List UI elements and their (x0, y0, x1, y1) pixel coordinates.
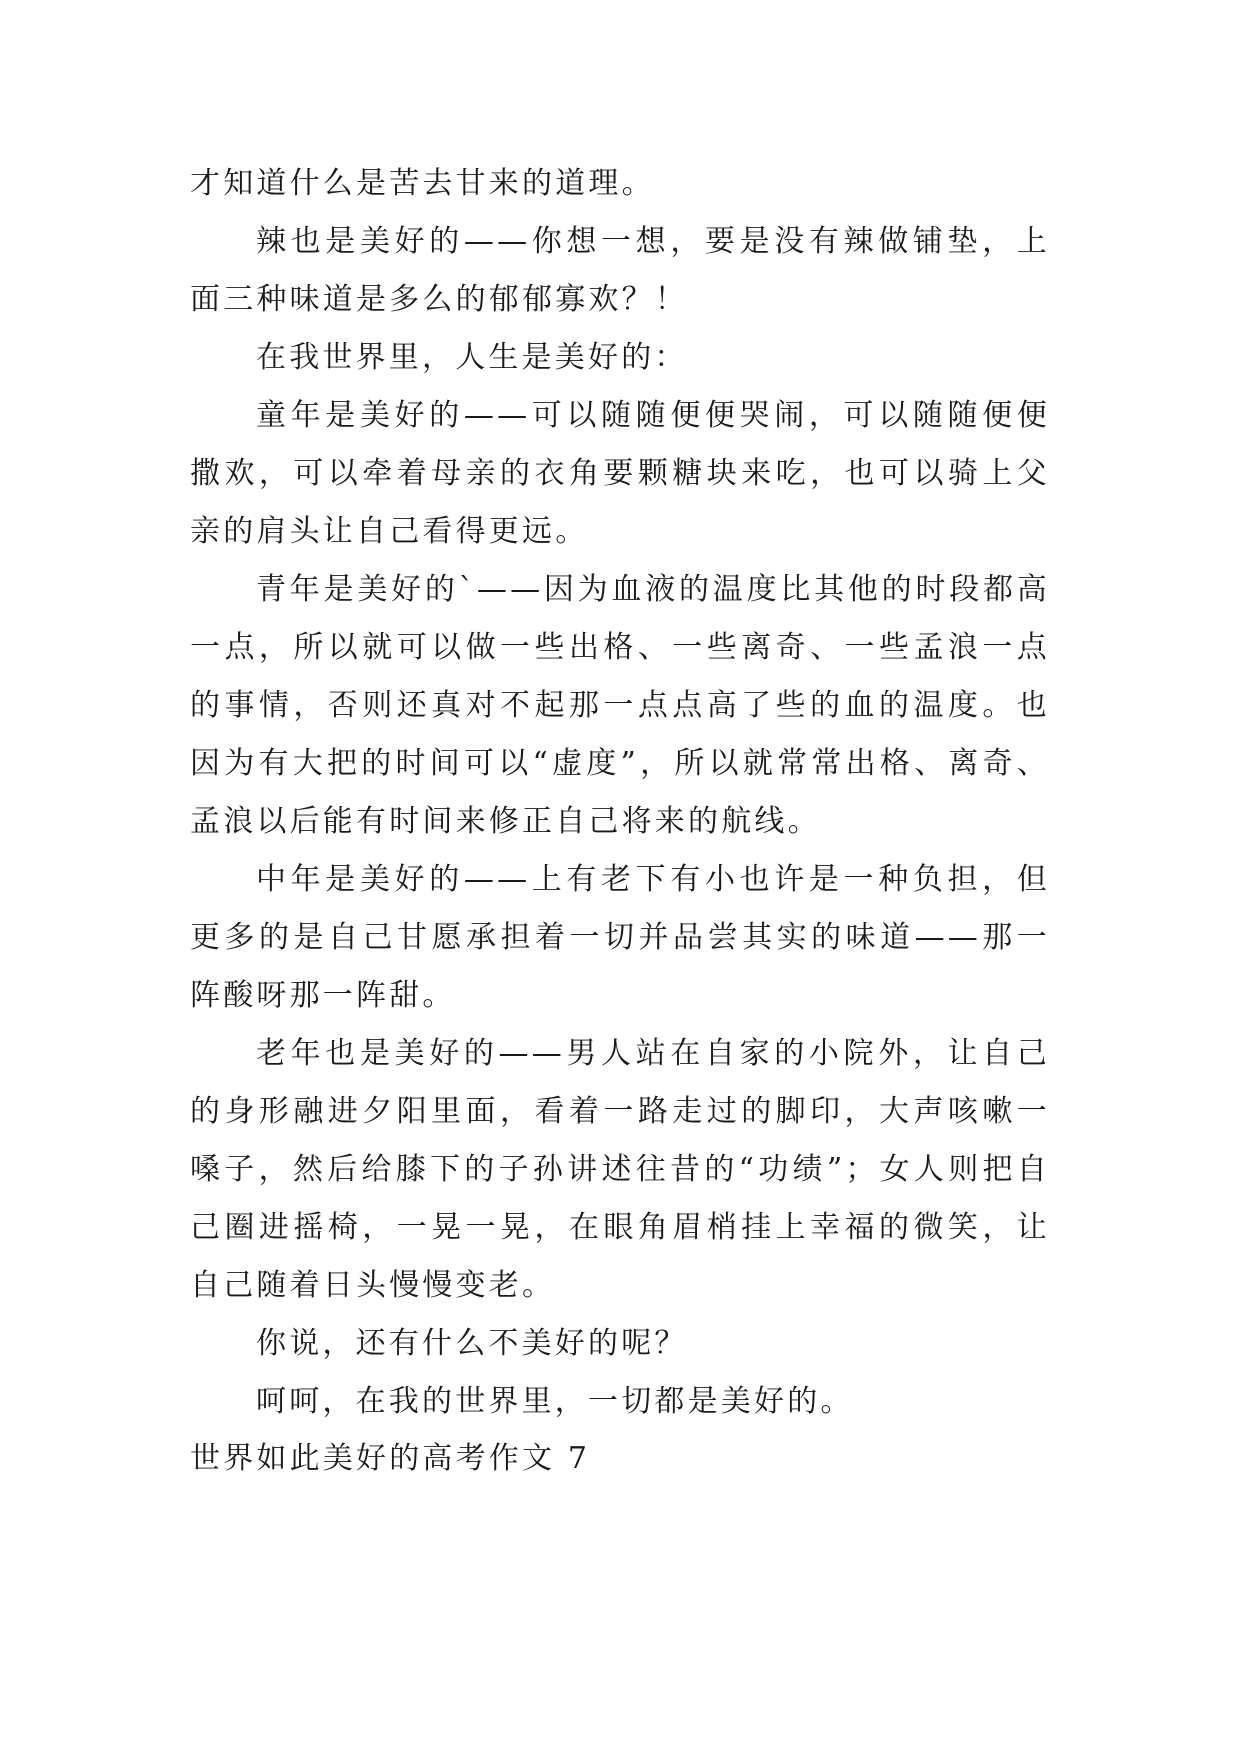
paragraph-7: 老年也是美好的——男人站在自家的小院外，让自己的身形融进夕阳里面，看着一路走过的脚印，大声咳嗽一嗓子，然后给膝下的子孙讲述往昔的“功绩”；女人则把自己圈进摇椅，一晃一晃，在眼角眉梢挂上幸福的微笑，让自己随着日头慢慢变老。 (190, 1036, 1050, 1303)
paragraph-9: 呵呵，在我的世界里，一切都是美好的。 (256, 1384, 854, 1419)
paragraph-5: 青年是美好的`——因为血液的温度比其他的时段都高一点，所以就可以做一些出格、一些离奇、一些孟浪一点的事情，否则还真对不起那一点点高了些的血的温度。也因为有大把的时间可以“虚度”，所以就常常出格、离奇、孟浪以后能有时间来修正自己将来的航线。 (190, 572, 1050, 839)
paragraph-4: 童年是美好的——可以随随便便哭闹，可以随随便便撒欢，可以牵着母亲的衣角要颗糖块来吃，也可以骑上父亲的肩头让自己看得更远。 (190, 398, 1050, 549)
section-title: 世界如此美好的高考作文 7 (190, 1441, 591, 1476)
paragraph-6: 中年是美好的——上有老下有小也许是一种负担，但更多的是自己甘愿承担着一切并品尝其实的味道——那一阵酸呀那一阵甜。 (190, 862, 1050, 1013)
paragraph-8: 你说，还有什么不美好的呢？ (256, 1326, 688, 1361)
paragraph-2: 辣也是美好的——你想一想，要是没有辣做铺垫，上面三种味道是多么的郁郁寡欢？！ (190, 224, 1050, 317)
paragraph-1: 才知道什么是苦去甘来的道理。 (190, 166, 655, 201)
body-text (190, 155, 1050, 1431)
paragraph-3: 在我世界里，人生是美好的： (256, 340, 688, 375)
